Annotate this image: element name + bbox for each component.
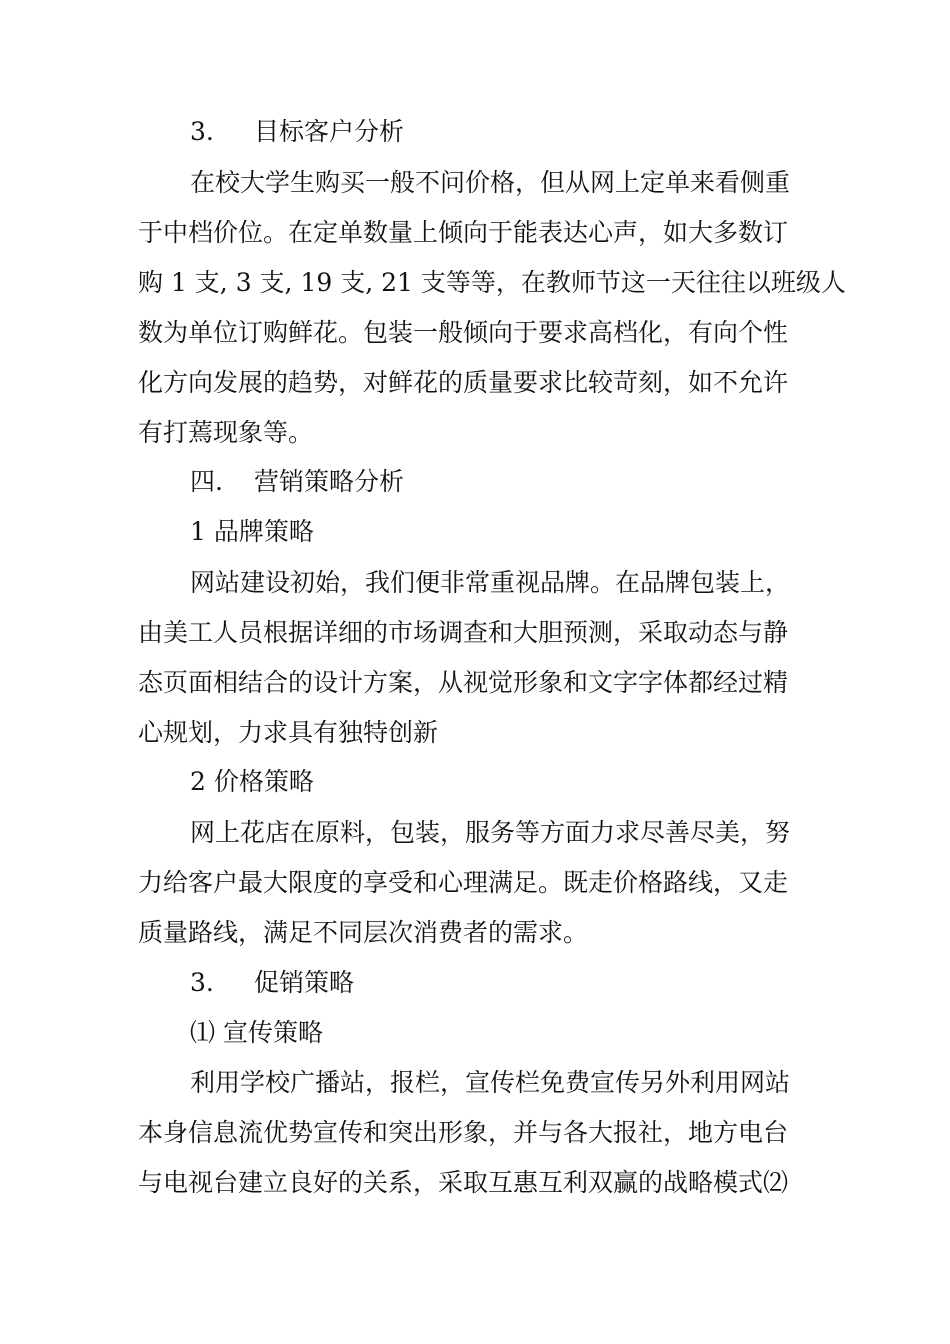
- paragraph-line: 质量路线，满足不同层次消费者的需求。: [138, 918, 589, 947]
- heading-marketing-strategy: [138, 457, 818, 507]
- paragraph-line: 利用学校广播站，报栏，宣传栏免费宣传另外利用网站: [190, 1068, 791, 1097]
- paragraph-line: 有打蔫现象等。: [138, 418, 314, 447]
- paragraph-line: 力给客户最大限度的享受和心理满足。既走价格路线，又走: [138, 868, 789, 897]
- paragraph-line: 态页面相结合的设计方案，从视觉形象和文字字体都经过精: [138, 668, 789, 697]
- paragraph-line: 化方向发展的趋势，对鲜花的质量要求比较苛刻，如不允许: [138, 368, 789, 397]
- heading-text: 1 品牌策略: [190, 517, 314, 546]
- paragraph-line: 本身信息流优势宣传和突出形象，并与各大报社，地方电台: [138, 1118, 789, 1147]
- paragraph-line: 数为单位订购鲜花。包装一般倾向于要求高档化，有向个性: [138, 318, 789, 347]
- paragraph-price-strategy: [138, 808, 818, 958]
- heading-price-strategy: [138, 757, 818, 807]
- heading-target-customer: [138, 107, 818, 157]
- paragraph-brand-strategy: [138, 558, 818, 758]
- heading-number: 3.: [190, 968, 214, 997]
- paragraph-line: 网上花店在原料，包装，服务等方面力求尽善尽美，努: [190, 818, 791, 847]
- heading-text: 2 价格策略: [190, 767, 314, 796]
- paragraph-target-customer: [138, 158, 846, 458]
- heading-text: 目标客户分析: [254, 117, 405, 146]
- heading-text: 营销策略分析: [254, 467, 405, 496]
- heading-publicity-strategy: [138, 1008, 818, 1058]
- paragraph-line: 心规划，力求具有独特创新: [138, 718, 439, 747]
- paragraph-line: 在校大学生购买一般不问价格，但从网上定单来看侧重: [190, 168, 791, 197]
- paragraph-line: 购 1 支, 3 支, 19 支, 21 支等等，在教师节这一天往往以班级人: [138, 268, 846, 297]
- heading-number: 四.: [190, 467, 223, 496]
- paragraph-line: 网站建设初始，我们便非常重视品牌。在品牌包装上，: [190, 568, 791, 597]
- heading-text: 促销策略: [254, 968, 355, 997]
- paragraph-line: 与电视台建立良好的关系，采取互惠互利双赢的战略模式⑵: [138, 1168, 789, 1197]
- heading-text: ⑴ 宣传策略: [190, 1018, 323, 1047]
- heading-number: 3.: [190, 117, 214, 146]
- paragraph-line: 由美工人员根据详细的市场调查和大胆预测，采取动态与静: [138, 618, 789, 647]
- paragraph-publicity-strategy: [138, 1058, 818, 1208]
- heading-promotion-strategy: [138, 958, 818, 1008]
- paragraph-line: 于中档价位。在定单数量上倾向于能表达心声，如大多数订: [138, 218, 789, 247]
- heading-brand-strategy: [138, 507, 818, 557]
